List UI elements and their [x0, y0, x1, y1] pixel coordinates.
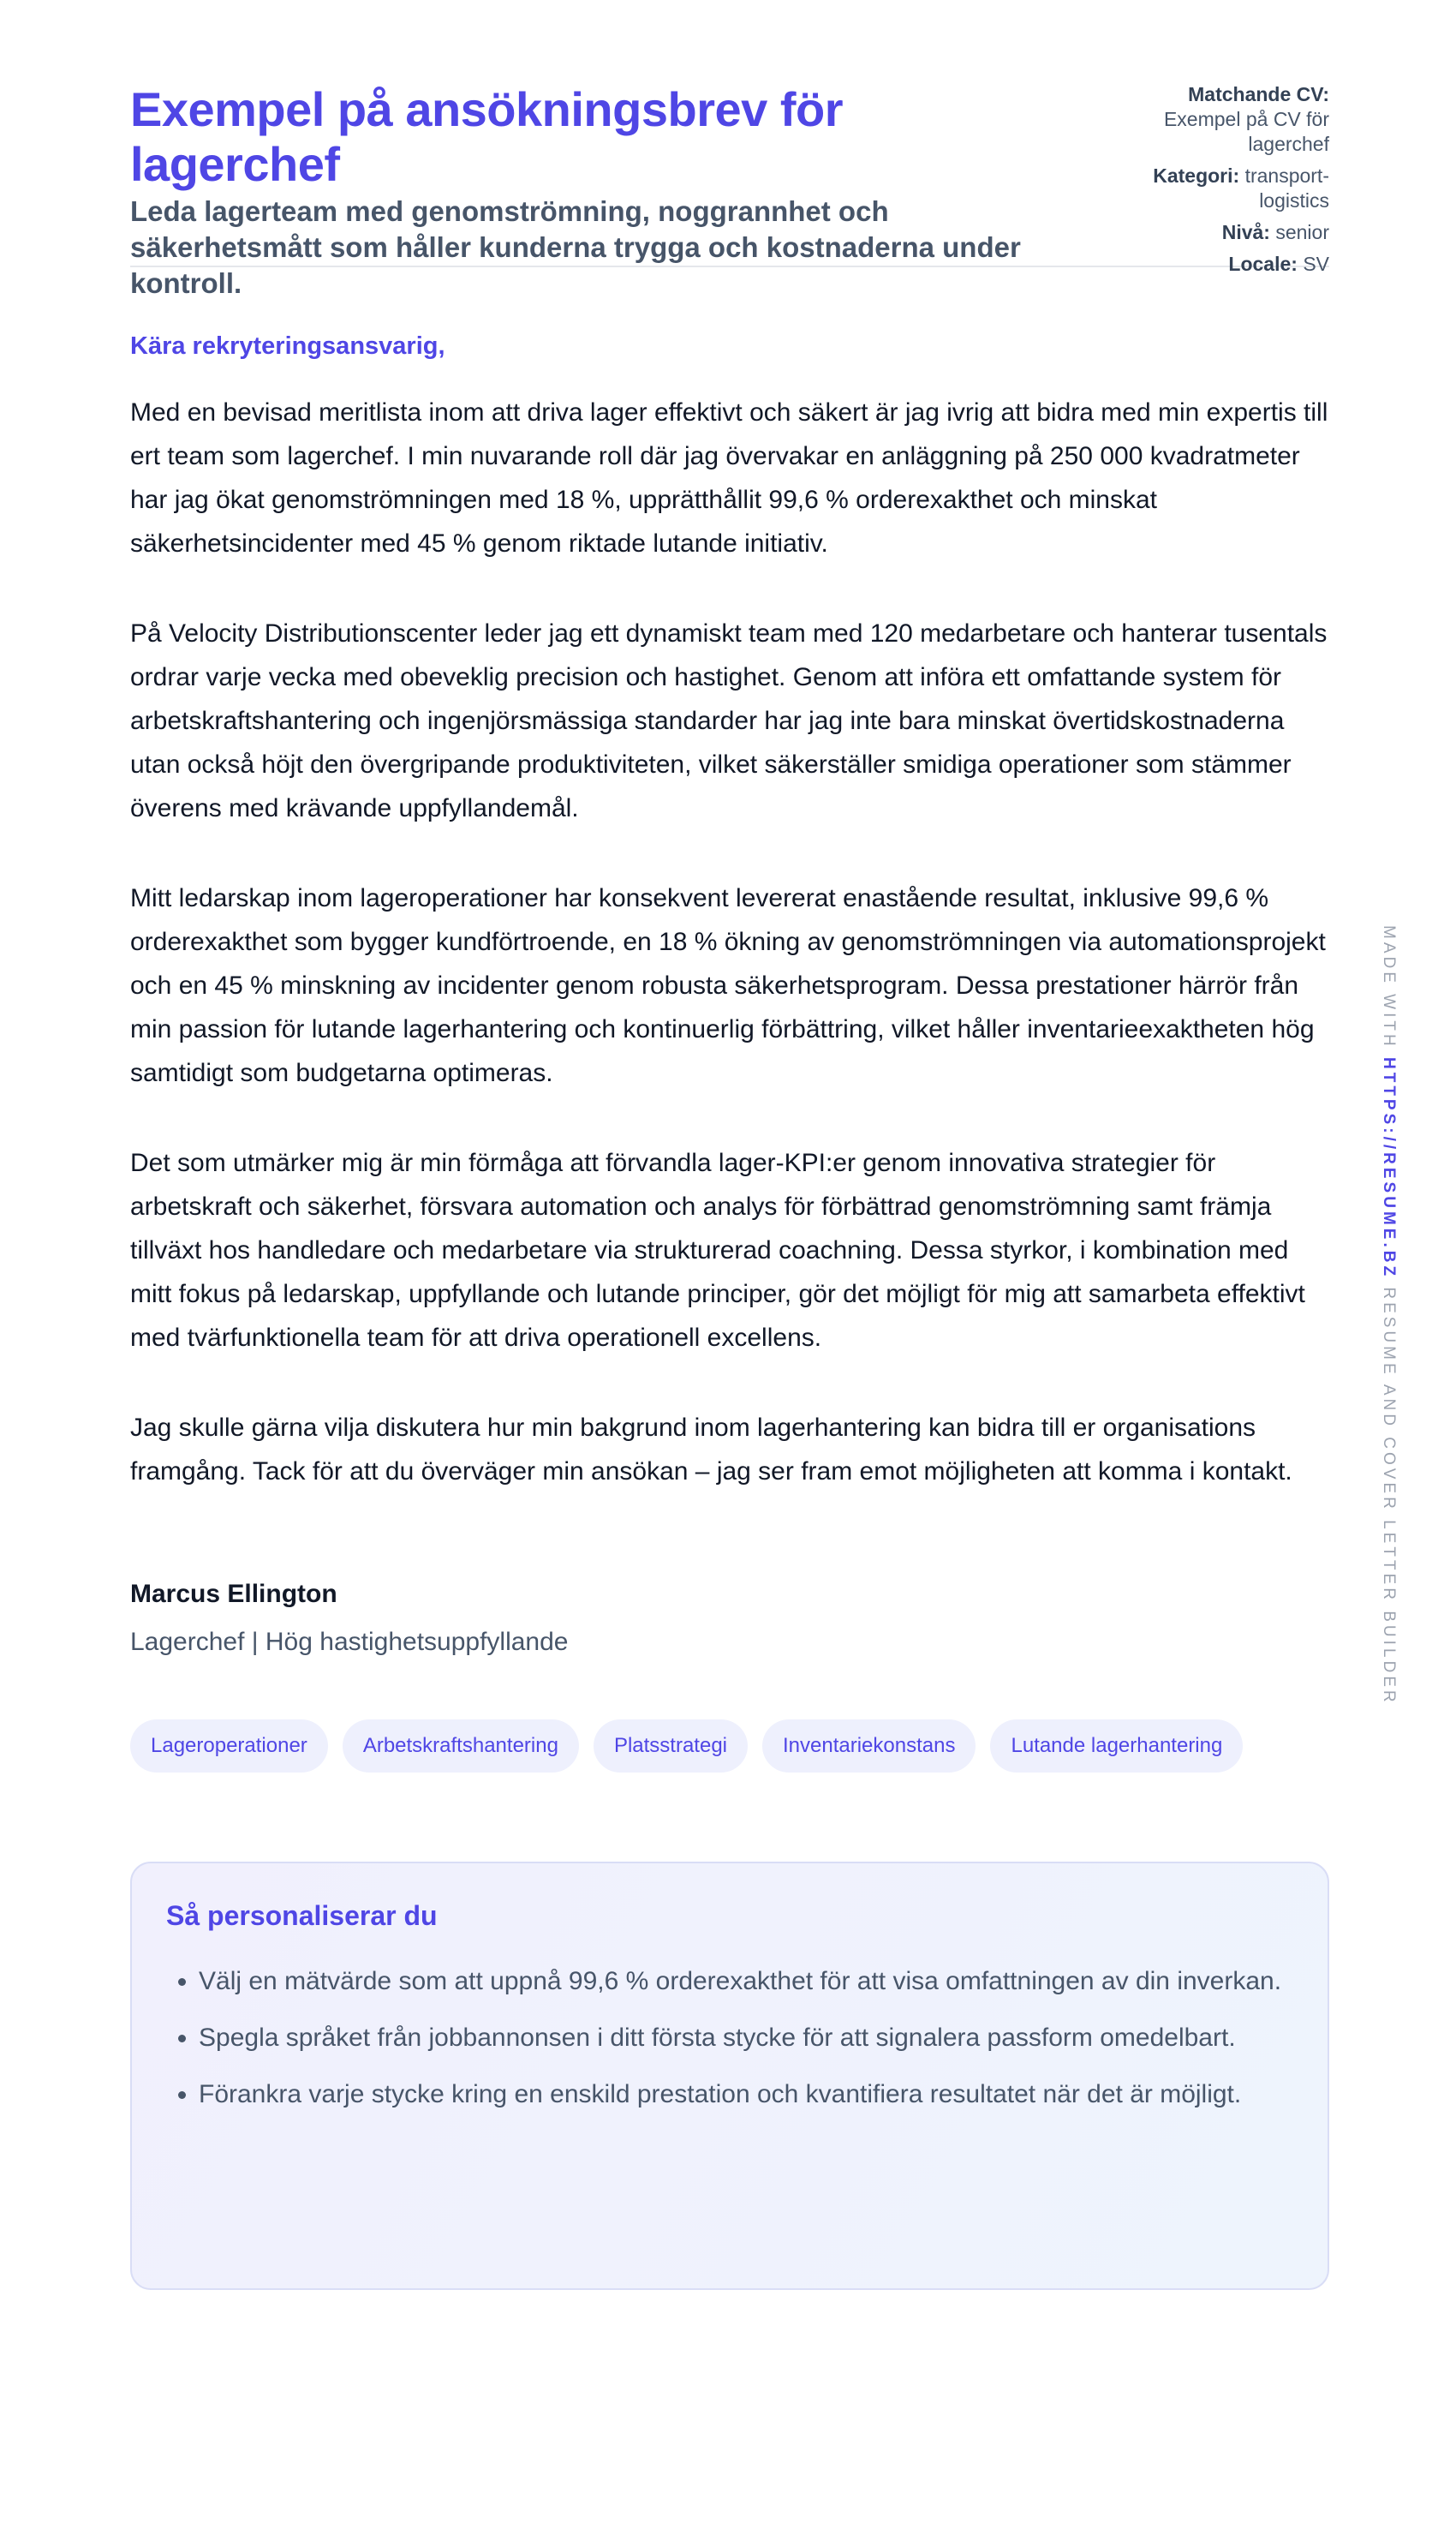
- letter-paragraph: Mitt ledarskap inom lageroperationer har konsekvent levererat enastående resultat, inklusive 99,6 % orderexakthet som bygger kundförtroende, en 18 % ökning av genomströmningen via automationsprojekt och en 45 % minskning av incidenter genom robusta säkerhetsprogram. Dessa prestationer härrör från min passion för lutande lagerhantering och kontinuerlig förbättring, vilket håller inventarieexaktheten hög samtidigt som budgetarna optimeras.: [130, 884, 1326, 1087]
- page-title: Exempel på ansökningsbrev för lagerchef: [130, 82, 843, 191]
- watermark-prefix: MADE WITH: [1380, 925, 1398, 1049]
- letter-paragraph: Det som utmärker mig är min förmåga att förvandla lager-KPI:er genom innovativa strategier för arbetskraft och säkerhet, försvara automation och analys för förbättrad genomströmning samt främja tillväxt hos handledare och medarbetare via strukturerad coachning. Dessa styrkor, i kombination med mitt fokus på ledarskap, uppfyllande och lutande principer, gör det möjligt för mig att samarbeta effektivt med tvärfunktionella team för att driva operationell excellens.: [130, 1149, 1305, 1352]
- meta-locale: [1107, 252, 1329, 277]
- skill-tag[interactable]: Lutande lagerhantering: [990, 1719, 1243, 1773]
- letter-paragraph: På Velocity Distributionscenter leder jag ett dynamiskt team med 120 medarbetare och hanterar tusentals ordrar varje vecka med obeveklig precision och hastighet. Genom att införa ett omfattande system för arbetskraftshantering och ingenjörsmässiga standarder har jag inte bara minskat övertidskostnaderna utan också höjt den övergripande produktiviteten, vilket säkerställer smidiga operationer som stämmer överens med krävande uppfyllandemål.: [130, 619, 1328, 822]
- meta-level: [1107, 220, 1329, 245]
- watermark-suffix: RESUME AND COVER LETTER BUILDER: [1380, 1287, 1398, 1706]
- skill-tag[interactable]: Arbetskraftshantering: [343, 1719, 579, 1773]
- watermark-link[interactable]: HTTPS://RESUME.BZ: [1380, 1057, 1398, 1280]
- skill-tag[interactable]: Lageroperationer: [130, 1719, 328, 1773]
- tips-list-item: • Spegla språket från jobbannonsen i ditt första stycke för att signalera passform omedelbart.: [199, 2016, 1293, 2060]
- tips-title: Så personaliserar du: [166, 1900, 438, 1931]
- personalization-tips-card: [130, 1862, 1329, 2290]
- skill-tag[interactable]: Inventariekonstans: [762, 1719, 976, 1773]
- letter-paragraph: Jag skulle gärna vilja diskutera hur min bakgrund inom lagerhantering kan bidra till er organisations framgång. Tack för att du överväger min ansökan – jag ser fram emot möjligheten att komma i kontakt.: [130, 1414, 1292, 1486]
- meta-category-value: transport-logistics: [1244, 164, 1329, 212]
- meta-level-value: senior: [1275, 221, 1329, 243]
- meta-panel: [1107, 82, 1329, 284]
- meta-matching-cv: [1107, 82, 1329, 157]
- letter-greeting: Kära rekryteringsansvarig,: [130, 332, 445, 360]
- signature-role: Lagerchef | Hög hastighetsuppfyllande: [130, 1628, 569, 1656]
- made-with-watermark: [1379, 925, 1398, 1706]
- cover-letter-page: [130, 0, 1329, 2290]
- meta-locale-value: SV: [1303, 253, 1329, 275]
- signature-block: [130, 1577, 1329, 1659]
- meta-cv-value[interactable]: Exempel på CV för lagerchef: [1163, 108, 1329, 155]
- tips-list-item: • Välj en mätvärde som att uppnå 99,6 % orderexakthet för att visa omfattningen av din inverkan.: [199, 1959, 1293, 2004]
- skill-tags: [130, 1719, 1329, 1773]
- tips-list: [166, 1959, 1293, 2117]
- meta-locale-label: Locale:: [1228, 253, 1298, 275]
- meta-level-label: Nivå:: [1221, 221, 1270, 243]
- page-header: [130, 0, 1329, 299]
- letter-body: [130, 329, 1329, 1659]
- letter-paragraph: Med en bevisad meritlista inom att driva lager effektivt och säkert är jag ivrig att bidra med min expertis till ert team som lagerchef. I min nuvarande roll där jag övervakar en anläggning på 250 000 kvadratmeter har jag ökat genomströmningen med 18 %, upprätthållit 99,6 % orderexakthet och minskat säkerhetsincidenter med 45 % genom riktade lutande initiativ.: [130, 398, 1328, 558]
- skill-tag[interactable]: Platsstrategi: [594, 1719, 748, 1773]
- signature-name: Marcus Ellington: [130, 1580, 337, 1608]
- meta-category-label: Kategori:: [1153, 164, 1240, 187]
- page-subtitle: Leda lagerteam med genomströmning, noggrannhet och säkerhetsmått som håller kunderna trygga och kostnaderna under kontroll.: [130, 195, 1021, 299]
- tips-list-item: • Förankra varje stycke kring en enskild prestation och kvantifiera resultatet när det är möjligt.: [199, 2072, 1293, 2117]
- meta-category: [1107, 164, 1329, 213]
- meta-cv-label: Matchande CV:: [1188, 83, 1329, 105]
